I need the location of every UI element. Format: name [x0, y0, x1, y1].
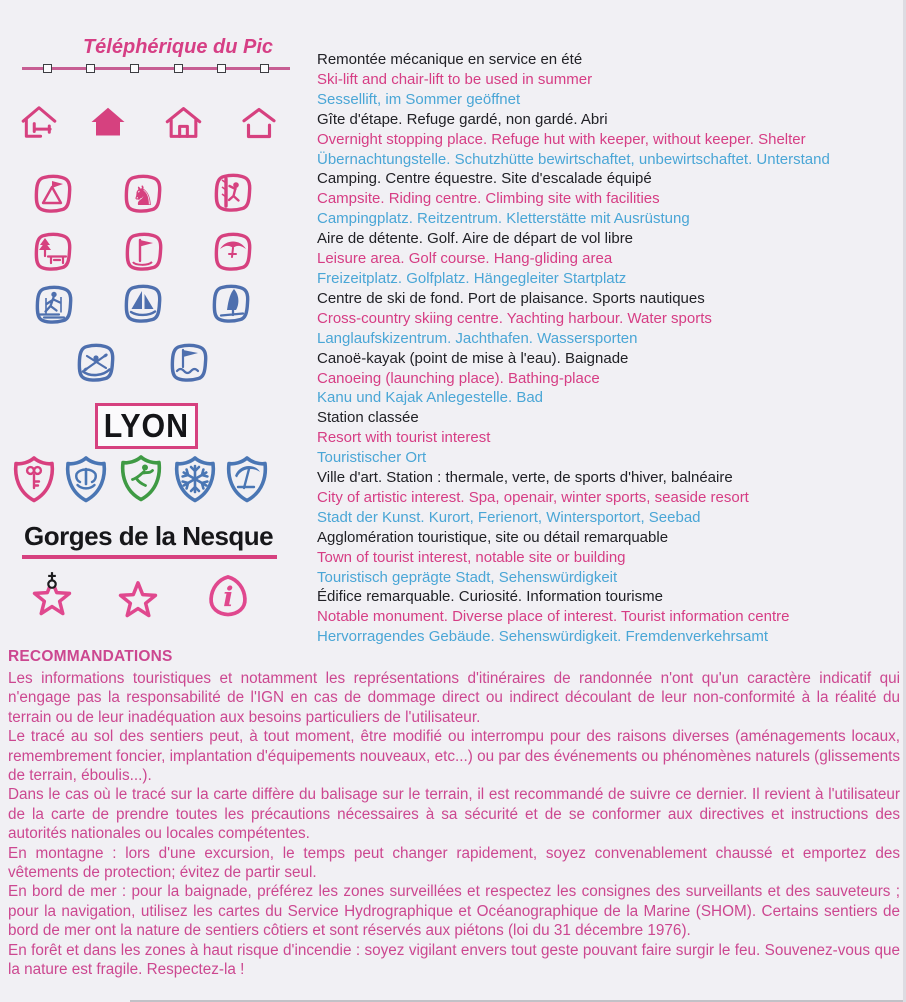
hang-glider-icon	[213, 231, 253, 273]
abri-icon	[241, 105, 277, 146]
sailboat-icon	[123, 283, 163, 325]
legend-group	[317, 349, 903, 409]
legend-line-fr: Centre de ski de fond. Port de plaisance. Sports nautiques	[317, 289, 705, 307]
cableway-pylon-icon	[130, 64, 139, 73]
cableway-label: Téléphérique du Pic	[82, 36, 274, 58]
legend-line-de: Freizeitplatz. Golfplatz. Hängegleiter Startplatz	[317, 269, 627, 287]
legend-line-de: Touristisch geprägte Stadt, Sehenswürdigkeit	[317, 568, 618, 586]
legend-line-en: Overnight stopping place. Refuge hut with keeper, without keeper. Shelter	[317, 130, 806, 148]
legend-line-fr: Remontée mécanique en service en été	[317, 51, 583, 68]
monument-star-icon	[28, 570, 76, 620]
horse-icon	[123, 173, 163, 215]
legend-line-fr: Aire de détente. Golf. Aire de départ de vol libre	[317, 230, 634, 248]
windsurf-icon	[211, 283, 251, 325]
gite-etape-icon	[20, 103, 58, 146]
golf-icon	[124, 231, 164, 273]
legend-line-de: Hervorragendes Gebäude. Sehenswürdigkeit. Fremdenverkehrsamt	[317, 628, 769, 646]
legend-line-fr: Gîte d'étape. Refuge gardé, non gardé. Abri	[317, 110, 608, 128]
svg-text:i: i	[223, 580, 234, 613]
legend-line-en: Town of tourist interest, notable site or building	[317, 548, 626, 566]
legend-text-column	[317, 50, 903, 647]
recommendations-section	[8, 648, 900, 980]
key-shield-icon	[12, 455, 56, 503]
legend-line-fr: Agglomération touristique, site ou détail remarquable	[317, 528, 669, 546]
green-resort-shield-icon	[119, 454, 163, 502]
tent-icon	[33, 173, 73, 215]
legend-line-de: Langlaufskizentrum. Jachthafen. Wassersporten	[317, 329, 638, 347]
city-name: LYON	[103, 407, 190, 444]
spa-shield-icon	[64, 455, 108, 503]
legend-line-fr: Canoë-kayak (point de mise à l'eau). Baignade	[317, 349, 629, 367]
legend-line-fr: Station classée	[317, 409, 419, 427]
legend-group	[317, 408, 903, 468]
legend-line-de: Stadt der Kunst. Kurort, Ferienort, Wintersportort, Seebad	[317, 508, 701, 526]
legend-line-de: Kanu und Kajak Anlegestelle. Bad	[317, 389, 544, 407]
legend-line-de: Campingplatz. Reitzentrum. Kletterstätte mit Ausrüstung	[317, 210, 690, 228]
recommendation-paragraph: Dans le cas où le tracé sur la carte diffère du balisage sur le terrain, il est recommandé de suivre ce dernier. Il revient à l'utilisateur de la carte de prendre toutes les précautions nécessaires à sa sécurité et de se conformer aux directives et instructions des autorités nationales ou locales compétentes.	[8, 786, 900, 843]
legend-group	[317, 229, 903, 289]
curiosity-star-icon	[114, 573, 162, 621]
legend-line-de: Übernachtungstelle. Schutzhütte bewirtschaftet, unbewirtschaftet. Unterstand	[317, 150, 830, 168]
legend-line-fr: Édifice remarquable. Curiosité. Information tourisme	[317, 588, 663, 606]
classified-resort-frame	[95, 403, 198, 449]
legend-line-en: City of artistic interest. Spa, openair, winter sports, seaside resort	[317, 488, 749, 506]
legend-line-en: Cross-country skiing centre. Yachting harbour. Water sports	[317, 309, 712, 327]
site-name: Gorges de la Nesque	[22, 521, 277, 559]
legend-line-en: Canoeing (launching place). Bathing-place	[317, 369, 600, 387]
cableway-pylon-icon	[43, 64, 52, 73]
legend-line-de: Touristischer Ort	[317, 449, 427, 467]
canoe-icon	[76, 342, 116, 384]
legend-group	[317, 528, 903, 588]
legend-line-fr: Ville d'art. Station : thermale, verte, de sports d'hiver, balnéaire	[317, 469, 733, 487]
cableway-pylon-icon	[174, 64, 183, 73]
legend-line-en: Ski-lift and chair-lift to be used in summer	[317, 70, 593, 88]
recommendation-paragraph: Le tracé au sol des sentiers peut, à tout moment, être modifié ou interrompu pour des raisons diverses (aménagements locaux, remembrement foncier, implantation d'équipements nouveaux, etc...) ou par des événements ou phénomènes naturels (glissements de terrain, éboulis...).	[8, 728, 900, 785]
xc-ski-icon	[34, 284, 74, 326]
seaside-shield-icon	[225, 455, 269, 503]
legend-group	[317, 169, 903, 229]
picnic-icon	[33, 231, 73, 273]
recommendation-paragraph: Les informations touristiques et notamment les représentations d'itinéraires de randonnée n'ont qu'un caractère indicatif qui n'engage pas la responsabilité de l'IGN en cas de dommage direct ou indirect découlant de leur non-conformité à la réalité du terrain ou de leur inadéquation aux besoins particuliers de l'utilisateur.	[8, 670, 900, 726]
refuge-garde-icon	[90, 104, 126, 145]
legend-line-fr: Camping. Centre équestre. Site d'escalade équipé	[317, 170, 652, 188]
legend-group	[317, 110, 903, 170]
legend-line-en: Leisure area. Golf course. Hang-gliding area	[317, 250, 613, 268]
legend-line-de: Sessellift, im Sommer geöffnet	[317, 90, 521, 108]
legend-group	[317, 50, 903, 110]
svg-text:♞: ♞	[131, 181, 156, 212]
legend-group	[317, 468, 903, 528]
bathing-icon	[169, 342, 209, 384]
cableway-pylon-icon	[217, 64, 226, 73]
legend-group	[317, 587, 903, 647]
cableway-pylon-icon	[260, 64, 269, 73]
recommendations-title: RECOMMANDATIONS	[8, 648, 173, 665]
recommendation-paragraph: En montagne : lors d'une excursion, le temps peut changer rapidement, soyez convenablement chaussé et emportez des vêtements de protection; évitez de partir seul.	[8, 844, 900, 882]
cableway-pylon-icon	[86, 64, 95, 73]
cableway-icon	[22, 67, 290, 70]
climbing-icon	[213, 172, 253, 214]
legend-line-en: Resort with tourist interest	[317, 429, 491, 447]
legend-line-en: Notable monument. Diverse place of interest. Tourist information centre	[317, 608, 790, 626]
recommendation-paragraph: En bord de mer : pour la baignade, préférez les zones surveillées et respectez les consignes des surveillants et des sauveteurs ; pour la navigation, utilisez les cartes du Service Hydrographique et Océanographique de la Marine (SHOM). Certains sentiers de bord de mer ont la nature de sentiers côtiers et sont réservés aux piétons (loi du 31 décembre 1976).	[8, 883, 900, 940]
legend-group	[317, 289, 903, 349]
winter-shield-icon	[173, 455, 217, 503]
refuge-non-garde-icon	[165, 104, 202, 146]
legend-line-en: Campsite. Riding centre. Climbing site with facilities	[317, 190, 660, 208]
tourist-info-icon	[204, 572, 252, 620]
recommendation-paragraph: En forêt et dans les zones à haut risque d'incendie : soyez vigilant envers tout geste pouvant faire surgir le feu. Souvenez-vous que la nature est fragile. Respectez-la !	[8, 941, 900, 979]
